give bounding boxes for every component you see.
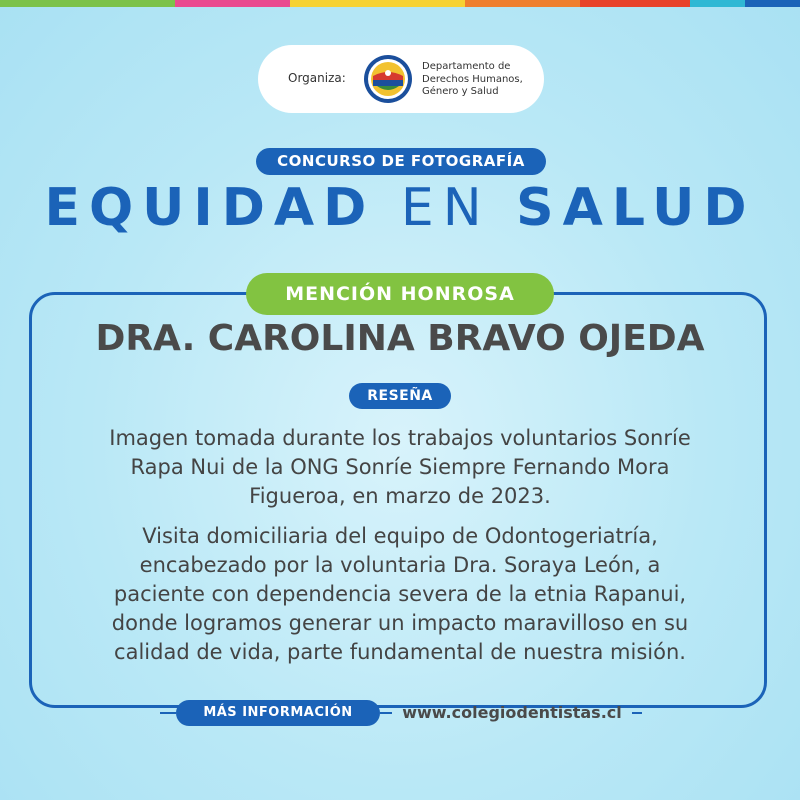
text-line: Visita domiciliaria del equipo de Odontogeriatría,	[142, 524, 658, 548]
title-word-en: EN	[400, 178, 491, 238]
contest-title	[0, 178, 800, 238]
winner-name: DRA. CAROLINA BRAVO OJEDA	[95, 318, 705, 359]
review-paragraph-2	[40, 522, 760, 667]
more-info-button[interactable]: MÁS INFORMACIÓN	[176, 700, 380, 726]
text-line: Rapa Nui de la ONG Sonríe Siempre Fernando Mora	[130, 455, 670, 479]
color-stripe	[0, 0, 800, 7]
text-line: Figueroa, en marzo de 2023.	[249, 484, 551, 508]
footer-line-mid	[380, 712, 392, 714]
text-line: paciente con dependencia severa de la etnia Rapanui,	[113, 582, 687, 606]
department-line: Derechos Humanos,	[422, 73, 523, 85]
footer-line-left	[160, 712, 176, 714]
contest-label: CONCURSO DE FOTOGRAFÍA	[256, 148, 546, 175]
text-line: Imagen tomada durante los trabajos voluntarios Sonríe	[109, 426, 691, 450]
website-link[interactable]: www.colegiodentistas.cl	[402, 703, 622, 722]
text-line: donde logramos generar un impacto maravilloso en su	[111, 611, 689, 635]
text-line: encabezado por la voluntaria Dra. Soraya León, a	[139, 553, 661, 577]
department-line: Género y Salud	[422, 86, 499, 97]
text-line: calidad de vida, parte fundamental de nuestra misión.	[114, 640, 686, 664]
title-word-salud: SALUD	[516, 178, 756, 238]
review-paragraph-1	[40, 424, 760, 511]
colegio-dentistas-seal-icon	[363, 54, 413, 104]
organizer-label: Organiza:	[288, 71, 346, 85]
review-label: RESEÑA	[349, 383, 451, 409]
organizer-badge	[258, 45, 544, 113]
department-line: Departamento de	[422, 61, 511, 72]
title-word-equidad: EQUIDAD	[44, 178, 376, 238]
footer-line-right	[632, 712, 642, 714]
mention-badge: MENCIÓN HONROSA	[246, 273, 554, 315]
department-name	[422, 61, 523, 99]
